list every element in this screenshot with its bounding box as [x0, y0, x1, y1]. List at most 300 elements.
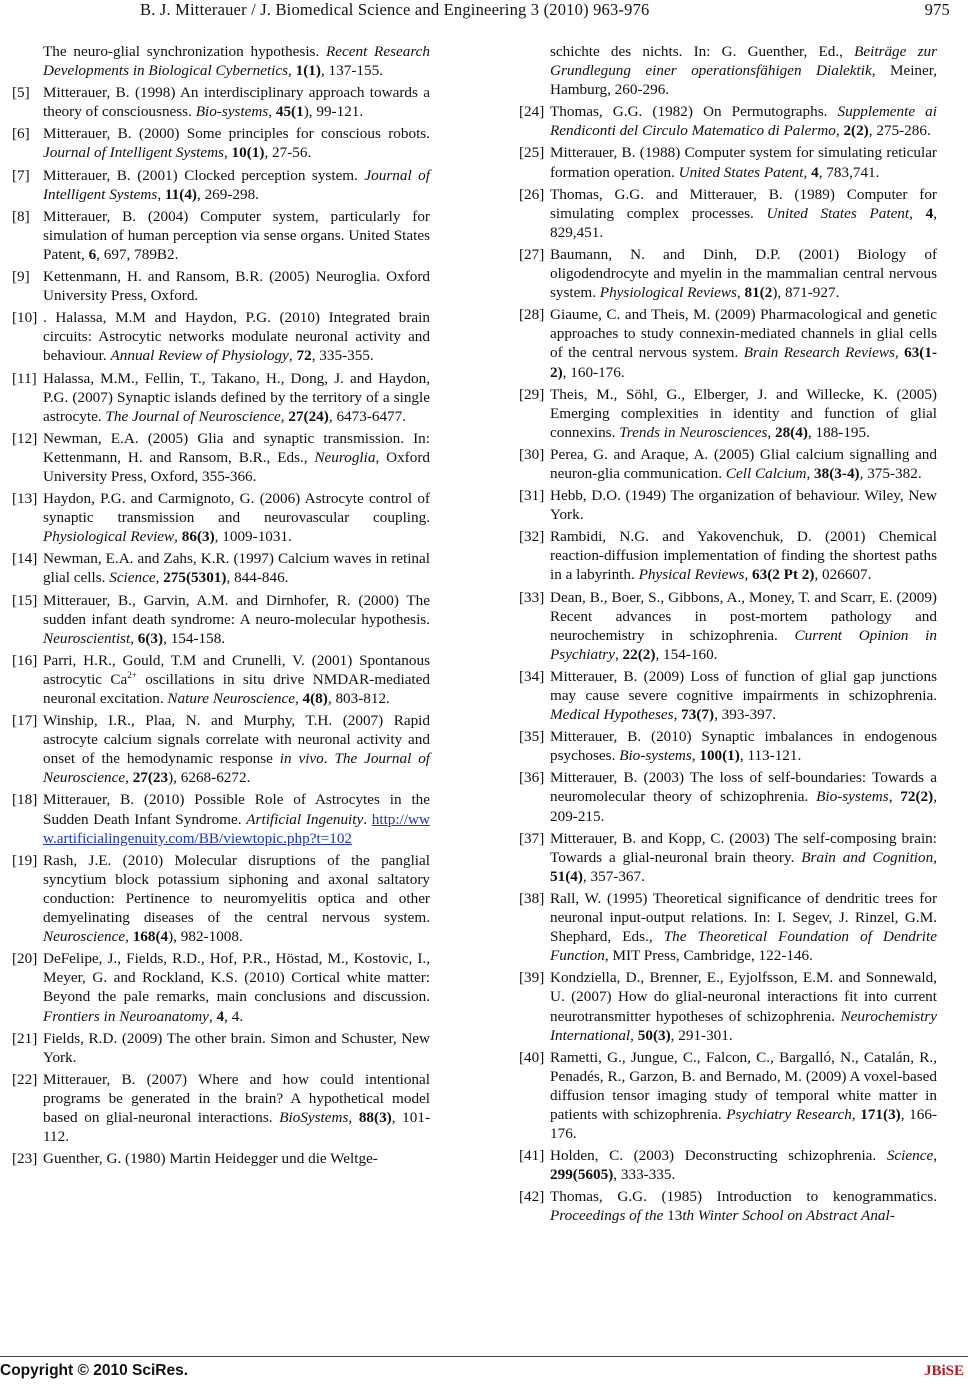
reference-number: [19] [12, 851, 38, 869]
reference-number: [11] [12, 369, 37, 387]
reference-entry [12, 949, 430, 1025]
reference-text [43, 308, 430, 365]
reference-entry [12, 267, 430, 305]
reference-entry [12, 549, 430, 587]
reference-number: [24] [519, 103, 545, 121]
italic-text: Brain and Cognition [801, 848, 934, 866]
text: Newman, E.A. and Zahs, K.R. (1997) Calcium waves in retinal glial cells. [43, 550, 430, 587]
text: Halassa, M.M., Fellin, T., Takano, H., Dong, J. and Haydon, P.G. (2007) Synaptic islands defined by the territory of a single astrocyte. [43, 369, 430, 425]
text: ), 982-1008. [168, 928, 243, 946]
text: ), 871-927. [772, 284, 840, 302]
running-header [140, 0, 950, 22]
reference-text [550, 143, 937, 181]
reference-number: [9] [12, 268, 30, 286]
reference-text [43, 851, 430, 946]
text: , 6473-6477. [328, 407, 407, 425]
reference-continuation [519, 42, 937, 99]
bold-text: 4(8) [302, 690, 328, 707]
text: , [155, 569, 164, 587]
italic-text: Neuroglia [314, 448, 376, 466]
reference-text [43, 711, 430, 787]
text: Thomas, G.G. and Mitterauer, B. (1989) Computer for simulating complex processes. [550, 185, 937, 222]
reference-continuation [12, 42, 430, 80]
text: , 154-158. [163, 629, 226, 647]
text: schichte des nichts. In: G. Guenther, Ed., [550, 43, 855, 60]
reference-number: [8] [12, 207, 30, 225]
bold-text: 27(23 [132, 769, 169, 787]
text: , 209-215. [550, 788, 937, 825]
text: , [280, 407, 289, 425]
reference-text [550, 1146, 937, 1184]
reference-entry [12, 591, 430, 648]
reference-number: [21] [12, 1029, 38, 1047]
reference-entry [12, 124, 430, 162]
reference-entry [12, 308, 430, 365]
text: Theis, M., Söhl, G., Elberger, J. and Willecke, K. (2005) Emerging complexities in identity and function of glial connexins. [550, 385, 937, 441]
text: Kettenmann, H. and Ransom, B.R. (2005) Neuroglia. Oxford University Press, Oxford. [43, 268, 430, 305]
italic-text: Physiological Review [43, 528, 175, 546]
reference-text [550, 385, 937, 442]
text: , [888, 788, 901, 806]
text: , 1009-1031. [214, 528, 292, 546]
bold-text: 28(4) [774, 423, 808, 441]
reference-text [43, 949, 430, 1025]
reference-entry [12, 83, 430, 121]
reference-number: [20] [12, 950, 38, 968]
text: , 275-286. [868, 122, 931, 140]
reference-number: [38] [519, 889, 545, 907]
italic-text: Science [109, 569, 156, 587]
italic-text: Artificial Ingenuity [246, 810, 364, 828]
running-title: B. J. Mitterauer / J. Biomedical Science and Engineering 3 (2010) 963-976 [140, 0, 650, 19]
reference-number: [40] [519, 1048, 545, 1066]
reference-entry [519, 1146, 937, 1184]
text: , 829,451. [550, 204, 937, 241]
reference-text [550, 768, 937, 825]
italic-text: Bio-systems [195, 103, 269, 121]
bold-text: 4 [925, 204, 934, 222]
bold-text: 168(4 [132, 928, 169, 946]
bold-text: 4 [216, 1007, 225, 1025]
reference-entry [519, 968, 937, 1044]
italic-text: Neuroscience [43, 928, 126, 946]
reference-text [43, 124, 430, 162]
text: Rambidi, N.G. and Yakovenchuk, D. (2001) Chemical reaction-diffusion implementation of finding the shortest paths in a labyrinth. [550, 528, 937, 584]
reference-entry [519, 102, 937, 140]
reference-number: [35] [519, 728, 545, 746]
text: , 393-397. [714, 706, 777, 724]
reference-entry [519, 588, 937, 664]
bold-text: 275(5301) [163, 569, 227, 587]
text: . Halassa, M.M and Haydon, P.G. (2010) Integrated brain circuits: Astrocytic networks modulate neuronal activity and behaviour. [43, 309, 430, 365]
text: , Meiner, Hamburg, 260-296. [550, 62, 938, 99]
text: Newman, E.A. (2005) Glia and synaptic transmission. In: Kettenmann, H. and Ransom, B.R., Eds., [43, 429, 430, 466]
bold-text: 22(2) [622, 645, 656, 663]
reference-number: [34] [519, 667, 545, 685]
bold-text: 10(1) [231, 144, 265, 162]
text: , [767, 423, 775, 441]
bold-text: 100(1) [699, 747, 740, 765]
reference-text [43, 369, 430, 426]
reference-text [550, 185, 937, 242]
text: Mitterauer, B., Garvin, A.M. and Dirnhofer, R. (2000) The sudden infant death syndrome: A neuro-molecular hypothesis. [43, 591, 430, 628]
reference-text [43, 549, 430, 587]
text: Rametti, G., Jungue, C., Falcon, C., Bargalló, N., Catalán, R., Penadés, R., Garzon, B. and Bernado, M. (2009) A voxel-based diffusion tensor imaging study of temporal white matter in patients with schizophrenia. [550, 1048, 937, 1123]
text: , 269-298. [196, 185, 259, 203]
bold-text: 63(1-2) [550, 344, 938, 381]
reference-text [43, 651, 430, 708]
reference-entry [519, 527, 937, 584]
reference-entry [12, 790, 430, 847]
reference-entry [12, 489, 430, 546]
reference-entry [519, 486, 937, 524]
bold-text: 6 [88, 245, 97, 263]
reference-number: [6] [12, 125, 30, 143]
italic-text: Neuroscientist [43, 629, 131, 647]
italic-text: Bio-systems [619, 747, 692, 765]
text: , [933, 1147, 937, 1165]
text: , [736, 284, 745, 302]
italic-text: in vivo [279, 750, 324, 768]
italic-text: Frontiers in Neuroanatomy [43, 1007, 209, 1025]
text: Mitterauer, B. (2009) Loss of function of glial gap junctions may cause severe cognitive impairments in schizophrenia. [550, 667, 937, 704]
text: Hebb, D.O. (1949) The organization of behaviour. Wiley, New York. [550, 487, 937, 524]
bold-text: 45(1 [275, 103, 304, 121]
copyright-notice: Copyright © 2010 SciRes. [0, 1362, 189, 1379]
text: , 357-367. [582, 867, 645, 885]
reference-number: [15] [12, 591, 38, 609]
reference-entry [519, 667, 937, 724]
italic-text: Neurochemistry International [550, 1007, 937, 1044]
italic-text: th Winter School on Abstract Anal- [682, 1207, 895, 1225]
italic-text: The Journal of Neuroscience [105, 407, 281, 425]
italic-text: Medical Hypotheses [550, 706, 674, 724]
bold-text: 72(2) [900, 788, 934, 806]
bold-text: 27(24) [288, 407, 329, 425]
italic-text: The Theoretical Foundation of Dendrite Function [550, 928, 937, 965]
references-column-right [519, 42, 937, 1229]
reference-number: [39] [519, 969, 545, 987]
text: Mitterauer, B. (2000) Some principles for conscious robots. [43, 125, 430, 143]
italic-text: Nature Neuroscience [167, 690, 295, 707]
text: , [294, 690, 303, 707]
reference-number: [30] [519, 445, 545, 463]
reference-text [43, 429, 430, 486]
text: , 188-195. [807, 423, 870, 441]
text: , [125, 928, 133, 946]
italic-text: Journal of Intelligent Systems [43, 144, 224, 162]
reference-entry [12, 851, 430, 946]
reference-text [550, 889, 937, 965]
references-column-left [12, 42, 430, 1171]
reference-entry [519, 143, 937, 181]
reference-entry [12, 1070, 430, 1146]
reference-number: [26] [519, 185, 545, 203]
text: Mitterauer, B. (2010) Possible Role of Astrocytes in the Sudden Death Infant Syndrome. [43, 791, 430, 828]
reference-number: [28] [519, 306, 545, 324]
reference-text [43, 1149, 430, 1168]
text: , 291-301. [670, 1026, 733, 1044]
text: Mitterauer, B. and Kopp, C. (2003) The self-composing brain: Towards a glial-neuronal brain theory. [550, 829, 937, 866]
reference-text [43, 489, 430, 546]
text: , [806, 464, 815, 482]
reference-number: [13] [12, 490, 38, 508]
reference-entry [519, 727, 937, 765]
italic-text: Supplemente ai Rendiconti del Circulo Matematico di Palermo [550, 103, 937, 140]
text: , 335-355. [311, 347, 374, 365]
text: , [174, 528, 182, 546]
bold-text: 171(3) [860, 1105, 901, 1123]
reference-text [550, 829, 937, 886]
reference-text [550, 305, 937, 381]
text: Baumann, N. and Dinh, D.P. (2001) Biology of oligodendrocyte and myelin in the mammalian central nervous system. [550, 245, 937, 302]
text: , [614, 645, 623, 663]
reference-entry [12, 166, 430, 204]
text: ), 99-121. [303, 103, 364, 121]
reference-text [550, 527, 937, 584]
text: , 697, 789B2. [96, 245, 179, 263]
reference-number: [25] [519, 144, 545, 162]
reference-entry [519, 829, 937, 886]
text: , [223, 144, 232, 162]
italic-text: Physical Reviews [638, 566, 745, 584]
reference-entry [12, 1029, 430, 1067]
italic-text: Cell Calcium [725, 464, 807, 482]
text: Haydon, P.G. and Carmignoto, G. (2006) Astrocyte control of synaptic transmission and neurovascular coupling. [43, 490, 430, 527]
reference-text [43, 1029, 430, 1067]
text: , [835, 122, 844, 140]
text: Mitterauer, B. (2003) The loss of self-boundaries: Towards a neuromolecular theory of schizophrenia. [550, 769, 937, 806]
reference-text [550, 588, 937, 664]
italic-text: Brain Research Reviews [743, 344, 895, 362]
text: Thomas, G.G. (1982) On Permutographs. [550, 103, 838, 121]
reference-text [550, 102, 937, 140]
italic-text: Psychiatry Research [726, 1105, 852, 1123]
text: Dean, B., Boer, S., Gibbons, A., Money, T. and Scarr, E. (2009) Recent advances in post-mortem pathology and neurochemistry in schizophrenia. [550, 588, 937, 644]
bold-text: 38(3-4) [814, 464, 860, 482]
bold-text: 6(3) [137, 629, 164, 647]
reference-number: [29] [519, 385, 545, 403]
italic-text: United States Patent [766, 204, 910, 222]
text: , [933, 848, 937, 866]
text: . [323, 750, 335, 768]
reference-number: [5] [12, 84, 30, 102]
reference-text [43, 207, 430, 264]
text: 13 [667, 1207, 683, 1225]
text: , 154-160. [655, 645, 718, 663]
reference-number: [31] [519, 487, 545, 505]
reference-entry [12, 207, 430, 264]
text: Rall, W. (1995) Theoretical significance of dendritic trees for neuronal input-output relations. In: I. Segev, J. Rinzel, G.M. Shephard, Eds., [550, 889, 937, 946]
reference-number: [27] [519, 245, 545, 263]
bold-text: 299(5605) [550, 1166, 614, 1184]
reference-number: [33] [519, 588, 545, 606]
reference-entry [12, 711, 430, 787]
text: . [363, 810, 372, 828]
reference-entry [519, 889, 937, 965]
text: ), 6268-6272. [168, 769, 251, 787]
bold-text: 11(4) [164, 185, 197, 203]
text: Giaume, C. and Theis, M. (2009) Pharmacological and genetic approaches to study connexin-mediated channels in glial cells of the central nervous system. [550, 306, 937, 362]
text: Parri, H.R., Gould, T.M and Crunelli, V. (2001) Spontanous astrocytic Ca [43, 651, 430, 688]
text: Mitterauer, B. (1988) Computer system for simulating reticular formation operation. [550, 144, 937, 181]
text: Mitterauer, B. (2007) Where and how could intentional programs be generated in the brain? A hypothetical model based on glial-neuronal interactions. [43, 1070, 430, 1126]
reference-number: [36] [519, 769, 545, 787]
bold-text: 1(1) [295, 62, 321, 80]
reference-entry [519, 445, 937, 483]
text: Winship, I.R., Plaa, N. and Murphy, T.H. (2007) Rapid astrocyte calcium signals correlate with neuronal activity and onset of the hemodynamic response [43, 712, 430, 768]
bold-text: 51(4) [550, 867, 583, 885]
text: , 333-335. [613, 1166, 676, 1184]
bold-text: 81(2 [744, 284, 773, 302]
text: Kondziella, D., Brenner, E., Eyjolfsson, E.M. and Sonnewald, U. (2007) How do glial-neuronal interactions fit into current neurotransmitter hypotheses of schizophrenia. [550, 969, 937, 1025]
text: , [125, 769, 133, 787]
italic-text: Proceedings of the [550, 1207, 668, 1225]
reference-entry [519, 768, 937, 825]
italic-text: Recent Research Developments in Biological Cybernetics [43, 43, 431, 80]
text: , [288, 347, 297, 365]
text: Holden, C. (2003) Deconstructing schizophrenia. [550, 1147, 887, 1165]
reference-text [43, 267, 430, 305]
text: , [744, 566, 753, 584]
text: , [288, 62, 296, 80]
text: , 166-176. [550, 1105, 937, 1143]
text: DeFelipe, J., Fields, R.D., Hof, P.R., Höstad, M., Kostovic, I., Meyer, G. and Rockland, K.S. (2010) Cortical white matter: Beyond the pale remarks, main conclusions and discussion. [43, 950, 430, 1006]
superscript: 2+ [127, 669, 137, 680]
bold-text: 4 [811, 163, 819, 181]
italic-text: Current Opinion in Psychiatry [550, 626, 937, 663]
reference-entry [12, 1149, 430, 1168]
bold-text: 86(3) [181, 528, 215, 546]
bold-text: 2(2) [843, 122, 869, 140]
italic-text: Beiträge zur Grundlegung einer operationsfähigen Dialektik [550, 43, 937, 80]
reference-number: [17] [12, 712, 38, 730]
reference-entry [519, 185, 937, 242]
reference-number: [18] [12, 791, 38, 809]
reference-text [550, 245, 937, 302]
text: , Oxford University Press, Oxford, 355-366. [43, 448, 430, 485]
bold-text: 88(3) [358, 1108, 392, 1126]
text: , 844-846. [226, 569, 289, 587]
reference-entry [519, 305, 937, 381]
text: Guenther, G. (1980) Martin Heidegger und die Weltge- [43, 1150, 378, 1168]
text: Perea, G. and Araque, A. (2005) Glial calcium signalling and neuron-glia communication. [550, 445, 937, 482]
text: The neuro-glial synchronization hypothesis. [43, 43, 326, 60]
text: , [208, 1007, 217, 1025]
reference-number: [32] [519, 528, 545, 546]
reference-entry [519, 1048, 937, 1143]
reference-number: [14] [12, 550, 38, 568]
bold-text: 50(3) [637, 1026, 671, 1044]
reference-text [550, 486, 937, 524]
italic-text: BioSystems [279, 1108, 349, 1126]
italic-text: The Journal of Neuroscience [43, 750, 431, 787]
reference-number: [37] [519, 829, 545, 847]
text: , [909, 204, 926, 222]
text: Thomas, G.G. (1985) Introduction to kenogrammatics. [550, 1188, 937, 1206]
reference-text [550, 968, 937, 1044]
bold-text: 63(2 Pt 2) [752, 566, 815, 584]
text: , 783,741. [818, 163, 880, 181]
text: , [851, 1105, 861, 1123]
italic-text: Bio-systems [816, 788, 889, 806]
reference-number: [16] [12, 651, 38, 669]
reference-text [43, 83, 430, 121]
text: oscillations in situ drive NMDAR-mediated neuronal excitation. [43, 670, 430, 707]
reference-number: [22] [12, 1070, 38, 1088]
text: , 101-112. [43, 1108, 431, 1146]
text: , 803-812. [327, 690, 390, 707]
reference-number: [41] [519, 1147, 545, 1165]
reference-text [43, 591, 430, 648]
journal-abbreviation: JBiSE [923, 1363, 964, 1379]
reference-text [43, 166, 430, 204]
text: , [630, 1026, 638, 1044]
reference-text [43, 42, 430, 80]
italic-text: Science [886, 1147, 934, 1165]
reference-text [550, 1187, 937, 1225]
text: , 113-121. [739, 747, 802, 765]
text: , [894, 344, 905, 362]
reference-text [550, 727, 937, 765]
page-number: 975 [924, 0, 950, 19]
italic-text: Annual Review of Physiology [110, 347, 289, 365]
italic-text: Physiological Reviews [599, 284, 737, 302]
reference-text [550, 1048, 937, 1143]
text: , 026607. [814, 566, 872, 584]
reference-text [43, 1070, 430, 1146]
text: , MIT Press, Cambridge, 122-146. [604, 947, 813, 965]
reference-text [43, 790, 430, 847]
text: , 4. [224, 1007, 244, 1025]
italic-text: United States Patent [678, 163, 804, 181]
reference-entry [12, 369, 430, 426]
text: Fields, R.D. (2009) The other brain. Simon and Schuster, New York. [43, 1029, 430, 1066]
reference-number: [10] [12, 309, 38, 327]
text: , [691, 747, 700, 765]
italic-text: Trends in Neurosciences [619, 423, 768, 441]
reference-number: [12] [12, 429, 38, 447]
reference-entry [12, 429, 430, 486]
text: , 27-56. [264, 144, 312, 162]
reference-entry [519, 385, 937, 442]
text: , [157, 185, 165, 203]
reference-text [550, 42, 937, 99]
text: , [348, 1108, 359, 1126]
reference-number: [7] [12, 166, 30, 184]
reference-entry [519, 245, 937, 302]
reference-number: [23] [12, 1150, 38, 1168]
text: , [268, 103, 276, 121]
reference-text [550, 445, 937, 483]
bold-text: 72 [296, 347, 312, 365]
bold-text: 73(7) [681, 706, 715, 724]
text: , 160-176. [562, 363, 625, 381]
text: Mitterauer, B. (2010) Synaptic imbalances in endogenous psychoses. [550, 728, 937, 765]
reference-number: [42] [519, 1188, 545, 1206]
text: Rash, J.E. (2010) Molecular disruptions of the panglial syncytium block potassium siphoning and axonal saltatory conduction: Pertinence to neuromyelitis optica and other demyelinating diseases of the central nervous system. [43, 851, 430, 927]
reference-url-link[interactable]: http://www.artificialingenuity.com/BB/viewtopic.php?t=102 [43, 810, 430, 847]
text: Mitterauer, B. (2004) Computer system, particularly for simulation of human perception via sense organs. United States Patent, [43, 207, 430, 263]
text: , [673, 706, 682, 724]
text: , [130, 629, 138, 647]
reference-entry [12, 651, 430, 708]
text: , [803, 163, 812, 181]
page-footer [0, 1356, 968, 1386]
italic-text: Journal of Intelligent Systems [43, 166, 430, 203]
reference-entry [519, 1187, 937, 1225]
text: Mitterauer, B. (2001) Clocked perception system. [43, 166, 365, 184]
